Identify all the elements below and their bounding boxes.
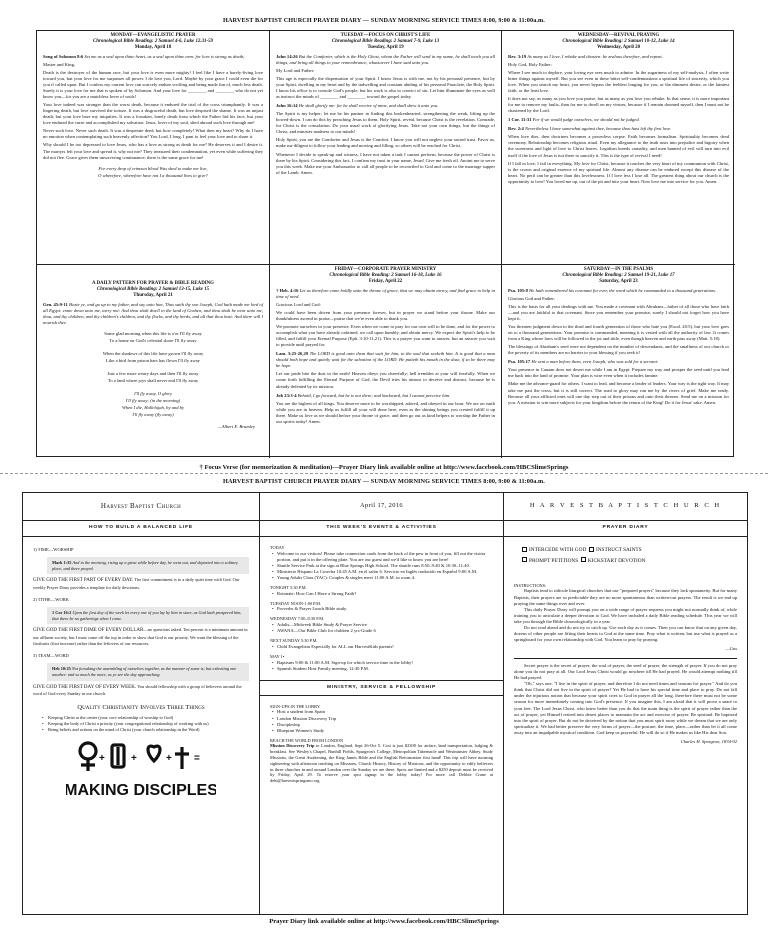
step-label: 2) TITHE—WORK — [33, 597, 70, 603]
instructions-paragraph: This daily Prayer Diary will prompt you on a wide range of prayer requests you might not normally think of, while training you to articulate a deeper devotion to God. We have included a daily Bible reading schedule. This year we will take you through the Bible chronologically in a year. — [514, 606, 737, 624]
event-time-label: MAY 1• — [270, 653, 285, 659]
step-verse-ref: 1 Cor 16:2 — [52, 610, 72, 616]
wednesday-verse2-ref: 1 Cor. 11:31 — [508, 117, 532, 123]
footer-link-top[interactable]: † Focus Verse (for memorization & meditation)—Prayer Diary link available online at http://www.facebook.com/HBCSlimeSprings — [199, 464, 569, 471]
wednesday-paragraph: If I fall in love, I fail in everything. My love for Christ, because it touches the very heart of my communion with Christ, is the crown and original essence of my spiritual life. Almost any disease can be endured except this disease of the heart. No peril can be greater than this lovelessness. If I love less I lose all. The greatest thing about our church is the opportunity to love! You loved me up, out of the pit and into your heart. Now love me into service for you. Amen. — [508, 160, 729, 184]
instructions-paragraph: Baptists tend to ridicule liturgical churches that use "prepared prayers" because they lack spontaneity. But for many Baptists, their prayers are so predictable they are no more spontaneous than written-out prayers. The result is we end up praying the same things over and over. — [514, 588, 737, 606]
bulletin — [22, 492, 748, 915]
svg-text:+: + — [99, 753, 105, 765]
wednesday-reading: Chronological Bible Reading: 2 Samuel 10-12, Luke 14 — [562, 38, 675, 44]
monday-greeting: Master and King, — [43, 61, 76, 67]
monday-paragraph: Death is the destroyer of the human race, but your love is even more mighty! I feel like I have a barely-living love toward you, but your love for me surpasses all power. I do love you, Lord. Maybe by your grace I could even die for you if called upon. But I confess my current love can scarcely endure scoffing and being made fun of, much less death. Surely it is your love for me that is spoken of by Solomon. And your love for ________ and ________ who do not yet know you—for you are a matchless lover of souls! — [43, 69, 263, 99]
event-time-label: TODAY — [270, 545, 285, 550]
tuesday-paragraph: Holy Spirit, you are the Comforter and Jesus is the Comfort. I know you will not neglect your sacred trust. Favor us, make me diligent to follow your leading and moving and filling, so others will be reached for Christ. — [276, 137, 495, 149]
signup-item: • Discipleship — [272, 722, 493, 728]
wednesday-verse3: Nevertheless I have somewhat against thee, because thou hast left thy first love. — [524, 126, 672, 132]
step-description: The first commitment is to a daily quiet time with God. Our weekly Prayer Diary provides a template for daily devotions. — [33, 577, 240, 590]
thursday-entry — [37, 264, 269, 458]
monday-poem-line: O wherefore, wherefore have not I a thousand lives to give? — [98, 172, 208, 178]
friday-paragraph: Let our pride bite the dust in the earth! Heaven obeys you cheerfully; hell trembles at your will fearfully. When we come forth fulfilling the Eternal Purpose of God, the Devil tries his utmost to deceive and distract, because he is already defeated by its mission. — [276, 371, 495, 389]
checkbox-instruct[interactable] — [589, 547, 642, 553]
checkbox-icon — [581, 557, 586, 562]
friday-paragraph: You are the highest of all kings. You deserve more to be worshipped, adored, and obeyed in our hour. We are on earth while you are in heaven. Help us fulfill all your will done here, even as the shining beings you created fulfill it up there. Make us love as we should before your throne of grace, and then go out as kind helpers to worship the Father in our spirits today! Amen. — [276, 400, 495, 424]
friday-greeting: Gracious Lord and God: — [276, 301, 321, 307]
wednesday-paragraph: When love dies, then doctrines becomes a powerless corpse. Faith becomes formalism. Spirituality becomes dead ceremony. Relationship becomes religious ritual. Even my allegiance to the truth rusts into prejudice and bigotry when the sweetness and light of love to Christ leaves. Legalism breeds carnality, and men banned of evil will turn into evil itself if the love of Jesus is not there to sanctify it. This is the type of revival I need! — [508, 134, 729, 158]
spurgeon-paragraph: "Oh," says one, "I live in the spirit of prayer, and therefore I do not need times and seasons for prayer." And do you think that Christ did not live in the spirit of prayer? Yet He had to have his special time and place to pray. Do not fall under the injurious notion that because your spirit cries to God in prayer all the long, therefore there must not be some season for more immediately coming into God's presence. If you imagine this, I am afraid that it will prove a snare to your feet. The Lord Jesus Christ, who knew better than you do that the main thing is the spirit of prayer rather than the act of prayer, yet Himself retired into desert places to maintain the act and exercise of prayer. Be spiritual. Be baptized into the spirit of prayer. But do not be deceived by the notion that you must spirit away while we dream that we are only spiritualize it. We had better preserve the very forms of prayer—the posture, the time, place—rather than let it all come away into an impalpable mystical condition. God keep us prayerful. He will do so if He makes us like His dear Son. — [514, 681, 737, 735]
event-item: • Baptisms 9:00 & 11:00 A.M. Sign-up for which service time in the lobby! — [272, 660, 493, 666]
ministry-label: REACH THE WORLD FROM LONDON — [270, 737, 344, 743]
saturday-heading: SATURDAY—IN THE PSALMS — [583, 267, 654, 272]
thursday-chorus-line: When I die, Hallelujah, by and by — [122, 405, 184, 411]
checkbox-icon — [522, 557, 527, 562]
thursday-verse-ref: Gen. 45:9-11 — [43, 301, 68, 307]
monday-paragraph: Never such love. Never such death. It was a desperate deed, but how completely! What then my heart? Why do I have no emotion when contemplating such heavenly affection? You Lord, I long, I pant to feel your love and to share it. — [43, 128, 263, 140]
friday-reading: Chronological Bible Reading: 2 Samuel 16-18, Luke 16 — [329, 272, 442, 278]
saturday-paragraph: You threaten judgment down to the third and fourth generation of those who hate you (Exod. 20:5), but your love goes on to a thousand generations. Your promise is commanded, meaning it is vested with all the authority of law. It comes from a King whose laws will be followed to the jot and tittle, even though heaven and earth pass away (Matt. 5:18). — [508, 323, 729, 342]
signup-item: • Host a student from Spain — [272, 709, 493, 715]
thursday-verse: Haste ye, and go up to my father, and say unto him, Thus saith thy son Joseph, God hath made me lord of all Egypt: come down unto me, tarry not: And thou shalt dwell in the land of Goshen, and thou shalt be near unto me, thou, and thy children, and thy children's children, and thy flocks, and thy herds, and all that thou hast: And there will I nourish thee. — [43, 301, 263, 325]
wednesday-heading: WEDNESDAY—REVIVAL PRAYING — [577, 33, 660, 38]
signature: —Gus — [725, 646, 737, 652]
event-item: • Young Adults Class (YAC): Couples & singles meet 11:00 A.M. in room 4. — [272, 575, 493, 581]
friday-paragraph: We promote ourselves in your presence. Even when we come to pray for our own will to be done, and for the power to accomplish what you have already ordained, we call upon humbly, and obtain mercy. We expect the Spirit's help to be filled, and fulfill your Eternal Purpose (Eph. 3:10-11,21). This is a prayer you want to answer, but an answer you wait to provide until prayed for. — [276, 323, 495, 348]
saturday-date: Saturday, April 23 — [599, 278, 638, 284]
bulletin-column-left — [23, 493, 259, 914]
tuesday-entry — [269, 31, 501, 264]
step-verse-ref: Heb 10:25 — [52, 666, 71, 672]
monday-verse: Set me as a seal upon thine heart, as a seal upon thine arm: for love is strong as death; — [84, 53, 245, 59]
logo-text: MAKING DISCIPLES — [66, 782, 216, 800]
thursday-poem-line: To a home on God's celestial shore I'll fly away — [109, 337, 197, 343]
tuesday-greeting: My Lord and Father: — [276, 67, 315, 73]
bulletin-column-middle — [259, 493, 503, 914]
thursday-date: Thursday, April 21 — [133, 292, 173, 298]
bulletin-column-right — [503, 493, 747, 914]
saturday-verse2-ref: Psa. 105:17 — [508, 359, 531, 365]
friday-verse2: The LORD is good unto them that wait for him, to the soul that seeketh him. It is good that a man should both hope and quietly wait for the salvation of the LORD. He putteth his mouth in the dust; if so be there may be hope. — [276, 351, 495, 369]
checkbox-label: INSTRUCT SAINTS — [595, 547, 642, 554]
wednesday-verse: As many as I love, I rebuke and chasten: be zealous therefore, and repent. — [527, 53, 663, 59]
event-time-label: WEDNESDAY 7:00–8:30 P.M. — [270, 616, 325, 622]
tuesday-verse2: He shall glorify me: for he shall receive of mine, and shall shew it unto you. — [298, 103, 439, 109]
thursday-chorus-line: I'll fly away; (in the morning) — [125, 398, 181, 404]
monday-paragraph: Your love indeed was stronger than the worst death, because it endured the trial of the cross triumphantly. It was a lingering death, but love survived the torture. It was a disgraceful death, but love despised the shame. It was an unjust death, but your love bore my iniquities. It was a forsaken, lonely death from which the Father hid his face, but your love endured the curse and accomplished my salvation. Jesus, lover of my soul, shed abroad such love through me! — [43, 102, 263, 126]
wednesday-paragraph: It does not say, as many as you love you praise, but as many as you love you rebuke. In that sense, it is more important for me to remove my faults, than for me to dwell on my virtues, because if I remain doomed myself, then I must not be chastened by the Lord. — [508, 96, 729, 114]
friday-entry — [269, 264, 501, 458]
tuesday-reading: Chronological Bible Reading: 2 Samuel 7-9, Luke 13 — [331, 38, 440, 44]
church-name: Harvest Baptist Church — [23, 493, 259, 521]
section-heading-balanced: HOW TO BUILD A BALANCED LIFE — [23, 521, 259, 537]
checkbox-icon — [522, 547, 527, 552]
making-disciples-logo — [33, 739, 249, 811]
checkbox-label: INTERCEDE WITH GOD — [529, 547, 587, 554]
page-divider — [0, 473, 768, 474]
step-description: —no questions asked. Ten percent is a minimum amount in our affluent society, but I must come off the top in order to show that God is our priority. We want the blessing of the firstfruits (first increase) rather than the leftovers of our resources. — [33, 627, 248, 647]
wednesday-greeting: Holy God, Holy Father: — [508, 61, 552, 67]
spurgeon-paragraph: Secret prayer is the secret of prayer, the soul of prayer, the seed of prayer, the strength of prayer. If you do not pray alone you do not pray at all. Our Lord Jesus Christ would go nowhere till He had prayed. He would attempt nothing till He had prayed. — [514, 663, 737, 681]
svg-text:+: + — [166, 753, 172, 765]
thursday-poem-line: Just a few more weary days and then I'll fly away — [107, 371, 199, 377]
thursday-author: —Albert E. Brumley — [217, 423, 255, 429]
saturday-greeting: Glorious God and Father: — [508, 295, 556, 301]
thursday-chorus-line: I'll fly away, O glory — [134, 391, 172, 397]
section-heading-diary: PRAYER DIARY — [504, 521, 747, 537]
thursday-chorus-line: I'll fly away (fly away) — [132, 412, 174, 418]
step-label: 3) TEAM—WORD — [33, 653, 69, 659]
wednesday-date: Wednesday, April 20 — [596, 44, 641, 50]
event-item: • Rotonate: How Can I Have a Strong Faith? — [272, 591, 493, 597]
step-verse: Upon the first day of the week let every one of you lay by him in store, as God hath prospered him, that there be no gatherings when I come. — [52, 610, 242, 621]
step-verse: And in the morning, rising up a great while before day, he went out, and departed into a solitary place, and there prayed. — [52, 560, 238, 571]
instructions-paragraph: Do not read ahead and do not try to catch up. Use each day as it comes. Then you can know that on any given day, dozens of other people are lifting their hearts to God at the same time. Pray what is written, but use what is prayed as a springboard for your own relationship with God. You learn to pray by praying. — [514, 624, 737, 642]
monday-paragraph: Why should I be too depressed to love Jesus, who has a love as strong as death for me? He deserves it and I desire it. The martyrs felt your love and spread it, why not me? They treasured their condemnation, yet even while suffering they did not flee. Grace gives them unwavering continuance; there is the same grace for me! — [43, 142, 263, 160]
saturday-paragraph: The blessings of Abraham's seed were not dependent on the number of descendants, and the smallness of our church or the poverty of its members are no barrier to your blessing if you seek it! — [508, 344, 729, 356]
tuesday-verse2-ref: John 16:14 — [276, 103, 298, 109]
thursday-heading: A DAILY PATTERN FOR PRAYER & BIBLE READING — [92, 281, 214, 286]
qci-item: • Keeping Christ at the center (your core relationship of worship to God) — [43, 715, 249, 721]
tuesday-verse-ref: John 14:26 — [276, 53, 298, 59]
saturday-paragraph: This is the basis for all your dealings with me. You made a covenant with Abraham—father of all those who have faith—and you are faithful to that covenant. Since you remember your promise, surely I should not forget how you have kept it. — [508, 303, 729, 321]
instructions-label: INSTRUCTIONS: — [514, 582, 547, 588]
section-heading-ministry: MINISTRY, SERVICE & FELLOWSHIP — [260, 680, 503, 696]
tuesday-verse: But the Comforter, which is the Holy Ghost, whom the Father will send in my name, he shall teach you all things, and bring all things to your remembrance, whatsoever I have said unto you. — [276, 53, 495, 65]
thursday-poem-line: Some glad morning when this life is o'er I'll fly away — [104, 330, 202, 336]
monday-date: Monday, April 18 — [134, 44, 172, 50]
thursday-reading: Chronological Bible Reading: 2 Samuel 13-15, Luke 15 — [96, 286, 210, 292]
event-item: • Child Evangelism Especially for ALL our HarvestKids parents! — [272, 644, 493, 650]
thursday-poem-line: When the shadows of this life have grown I'll fly away — [102, 351, 204, 356]
step-verse: Not forsaking the assembling of ourselves together, as the manner of some is; but exhorting one another: and so much the more, as ye see the day approaching. — [52, 666, 237, 677]
event-item: • Proverbs & Prayer Lunch Bible study. — [272, 606, 493, 612]
divider — [514, 658, 737, 659]
saturday-verse-ref: Psa. 105:8 — [508, 287, 528, 293]
event-item: • Welcome to our visitors! Please take connection cards from the back of the pew in front of you, fill out the visitor portion, and put it in the offering plate. You are our guest and we'd like to know you are here! — [272, 551, 493, 563]
friday-verse3-ref: Job 23:3-4 — [276, 392, 297, 398]
checkbox-intercede[interactable] — [522, 547, 586, 553]
friday-verse3: Behold, I go forward, but he is not there; and backward, but I cannot perceive him. — [297, 392, 451, 398]
tuesday-heading: TUESDAY—FOCUS ON CHRIST'S LIFE — [340, 33, 431, 38]
event-time-label: NEXT SUNDAY 5:30 P.M. — [270, 638, 318, 644]
qci-heading: Quality Christianity Involves Three Things — [77, 704, 205, 712]
event-item: • Ministerio Hispano La Cosecha 10:45 A.M. en el salón 6. Servicio en Inglés traducido en Español 9:00 A.M. — [272, 569, 493, 575]
monday-heading: MONDAY—EVANGELISTIC PRAYER — [110, 33, 196, 38]
saturday-paragraph: Your presence in Canaan does not desert me while I am in Egypt. Prepare my way and prosper the seed until you lead me back into the land of promise. Your plan is wise even when it includes famine. — [508, 367, 729, 379]
friday-paragraph: We could have been driven from your presence forever, but in prayer we stand before your throne. Make our thankfulness ascend in praise—praise that we're even able to thank you. — [276, 309, 495, 321]
monday-entry — [37, 31, 269, 264]
event-item: • Adults—Midweek Bible Study & Prayer Service — [272, 622, 493, 628]
tuesday-paragraph: This age is especially the dispensation of your Spirit. I know Jesus is with me, not by his personal presence, but by your Spirit, dwelling in my heart and by the indwelling and constant abiding of his personal Paraclete, the Holy Spirit. I know his office is to console God's people, but his work is also to convict of sin. Let him illuminate the eyes as well as instruct the minds of ________ and ________ toward the gospel today. — [276, 75, 495, 99]
event-item: • AWANA—Our Bible Club for children 2 yrs-Grade 6 — [272, 628, 493, 634]
qci-item: • Being beliefs and actions on the mind of Christ (your church relationship in the Word) — [43, 727, 249, 733]
event-time-label: TONIGHT 5:30 P.M. — [270, 584, 307, 590]
monday-poem-line: For every drop of crimson blood Was shed to make me live, — [98, 165, 208, 171]
checkbox-label: KICKSTART DEVOTION — [587, 557, 646, 564]
church-name-spaced: H A R V E S T B A P T I S T C H U R C H — [504, 493, 747, 521]
thursday-poem-line: To a land where joys shall never end I'll fly away — [107, 378, 199, 384]
making-disciples-icon — [66, 739, 216, 809]
signup-item: • Blueprint Women's Study — [272, 728, 493, 734]
wednesday-paragraph: Where I see much to deplore, your loving eye sees much to admire. In the sugariness of my self-analysis, I often write bitter things against myself. But you see even in these bitter self-condemnations a spiritual life of sincerity, which you love. When you search my heart, you never bypass the feeblest longing for you, or the dimmest desire, or the faintest faith, or the least love. — [508, 69, 729, 93]
qci-item: • Keeping the body of Christ a priority (your congregational relationship of working with us) — [43, 721, 249, 727]
mission-description: to London, England, Sept 26-Oct 5. Cost is just $2300 for airfare, land transportation, lodging & breakfast. See Wesley's Chapel, Bunhill Fields, Spurgeon's College, Metropolitan Tabernacle and Westminster Abbey. Study Missions, the Great Awakening, the King James Bible and the English Reformation first hand! This trip will have morning sightseeing with afternoon teaching on Missions, Church History, History of Missions, and the opportunity to edify believers in three churches in and around London over the Sunday we are there. Spots are limited and a $250 deposit must be received by Friday, April 29. To reserve your spot signup in the lobby today! For more call Debbie Crane at debi@harvestspringsmo.org — [270, 743, 493, 784]
footer-link-bottom[interactable]: Prayer Diary link available online at http://www.facebook.com/HBCSlimeSprings — [269, 918, 499, 925]
step-verse-ref: Mark 1:35 — [52, 560, 72, 566]
step-label: 1) TIME—WORSHIP — [33, 547, 74, 552]
page-title-bottom: HARVEST BAPTIST CHURCH PRAYER DIARY — SUNDAY MORNING SERVICE TIMES 8:00, 9:00 & 11:00a.m. — [223, 478, 545, 485]
tuesday-paragraph: The Spirit is my helper; let me be his partner in finding this brokenhearted, strengthening the weak, lifting up the bowed-down. I can do this by preaching Jesus to them. Holy Spirit, reveal, because Christ is the revelation. Comrade, for Christ is the consolation. Do your usual work of glorifying Jesus. Take not your own things, but the things of Christ, and minister madness to our minds! — [276, 111, 495, 135]
wednesday-verse2: For if we would judge ourselves, we should not be judged. — [532, 117, 640, 123]
mission-title: Mission Discovery Trip — [270, 743, 315, 749]
wednesday-verse3-ref: Rev. 2:4 — [508, 126, 524, 132]
thursday-poem-line: Like a bird from prison bars has flown I'll fly away — [106, 358, 200, 364]
friday-verse-ref: † Heb. 4:16 — [276, 287, 299, 293]
step-title: GIVE GOD THE FIRST PART OF EVERY DAY. — [33, 578, 134, 584]
spurgeon-signature: Charles H. Spurgeon, 1834-92 — [680, 738, 737, 744]
friday-verse2-ref: Lam. 3:25-26,29 — [276, 351, 309, 357]
wednesday-entry — [501, 31, 735, 264]
monday-verse-ref: Song of Solomon 8:6 — [43, 53, 84, 59]
prayer-diary-grid — [36, 30, 734, 457]
step-title: GIVE GOD THE FIRST DAY OF EVERY WEEK. — [33, 684, 137, 690]
svg-text:+: + — [131, 753, 137, 765]
saturday-entry — [501, 264, 735, 458]
friday-heading: FRIDAY—CORPORATE PRAYER MINISTRY — [334, 267, 437, 272]
tuesday-date: Tuesday, April 19 — [367, 44, 404, 50]
page-title-top: HARVEST BAPTIST CHURCH PRAYER DIARY — SUNDAY MORNING SERVICE TIMES 8:00, 9:00 & 11:00a.m. — [223, 17, 545, 24]
event-time-label: TUESDAY NOON-1:00 P.M. — [270, 600, 322, 606]
ministry-label: SIGN-UPS IN THE LOBBY. — [270, 703, 321, 709]
event-item: • Shuttle Service Park at the sign at Blue Springs High School. The shuttle runs 8:50–9:40 & 10:30–11:40. — [272, 563, 493, 569]
saturday-paragraph: Make me the advance-guard for others. I want to lead, and become a leader of leaders. Your way is the right way. It may take me past the cross, but it is still correct. The road to glory may run me by the rivers of grief. Make me ready. Because all your afflicted ones will one day step out of their prisons and onto their thrones. Send me on a mission for you. A mission to win more subjects for your kingdom before the return of the King! Do it for Jesus' sake. Amen. — [508, 381, 729, 405]
checkbox-kickstart[interactable] — [581, 558, 646, 564]
saturday-verse: He hath remembered his covenant for ever, the word which he commanded to a thousand generations. — [529, 287, 717, 293]
friday-date: Friday, April 22 — [368, 278, 403, 284]
saturday-verse2: He sent a man before them, even Joseph, who was sold for a servant: — [531, 359, 659, 365]
monday-reading: Chronological Bible Reading: 2 Samuel 4-6, Luke 12.31-59 — [93, 38, 213, 44]
friday-verse: Let us therefore come boldly unto the throne of grace, that we may obtain mercy, and find grace to help in time of need. — [276, 287, 495, 299]
step-title: GIVE GOD THE FIRST DIME OF EVERY DOLLAR — [33, 628, 144, 634]
wednesday-verse-ref: Rev. 3:19 — [508, 53, 527, 59]
step-description: You should fellowship with a group of believers around the word of God every Sunday in our church. — [33, 683, 242, 697]
checkbox-label: PROMPT PETITIONS — [529, 557, 579, 564]
tuesday-paragraph: Whenever I decide to speak-up and witness, I have not taken a task I cannot perform, because the power of Christ is there by his Spirit. Considering this fact, I confirm my trust in your name, Jesus! Give me fresh oil. Anoint me to serve you this week. Make me your Ambassador to call all people to be reconciled to God and come to the marriage supper of the Lamb. Amen. — [276, 151, 495, 175]
bulletin-date: April 17, 2016 — [260, 493, 503, 521]
svg-text:=: = — [194, 753, 200, 765]
event-item: • Spanish Student Host Family meeting, 12:30 P.M. — [272, 666, 493, 672]
checkbox-icon — [589, 547, 594, 552]
signup-item: • London Mission Discovery Trip — [272, 716, 493, 722]
section-heading-events: THIS WEEK'S EVENTS & ACTIVITIES — [260, 521, 503, 537]
checkbox-prompt[interactable] — [522, 558, 578, 564]
saturday-reading: Chronological Bible Reading: 2 Samuel 19-21, Luke 17 — [562, 272, 675, 278]
